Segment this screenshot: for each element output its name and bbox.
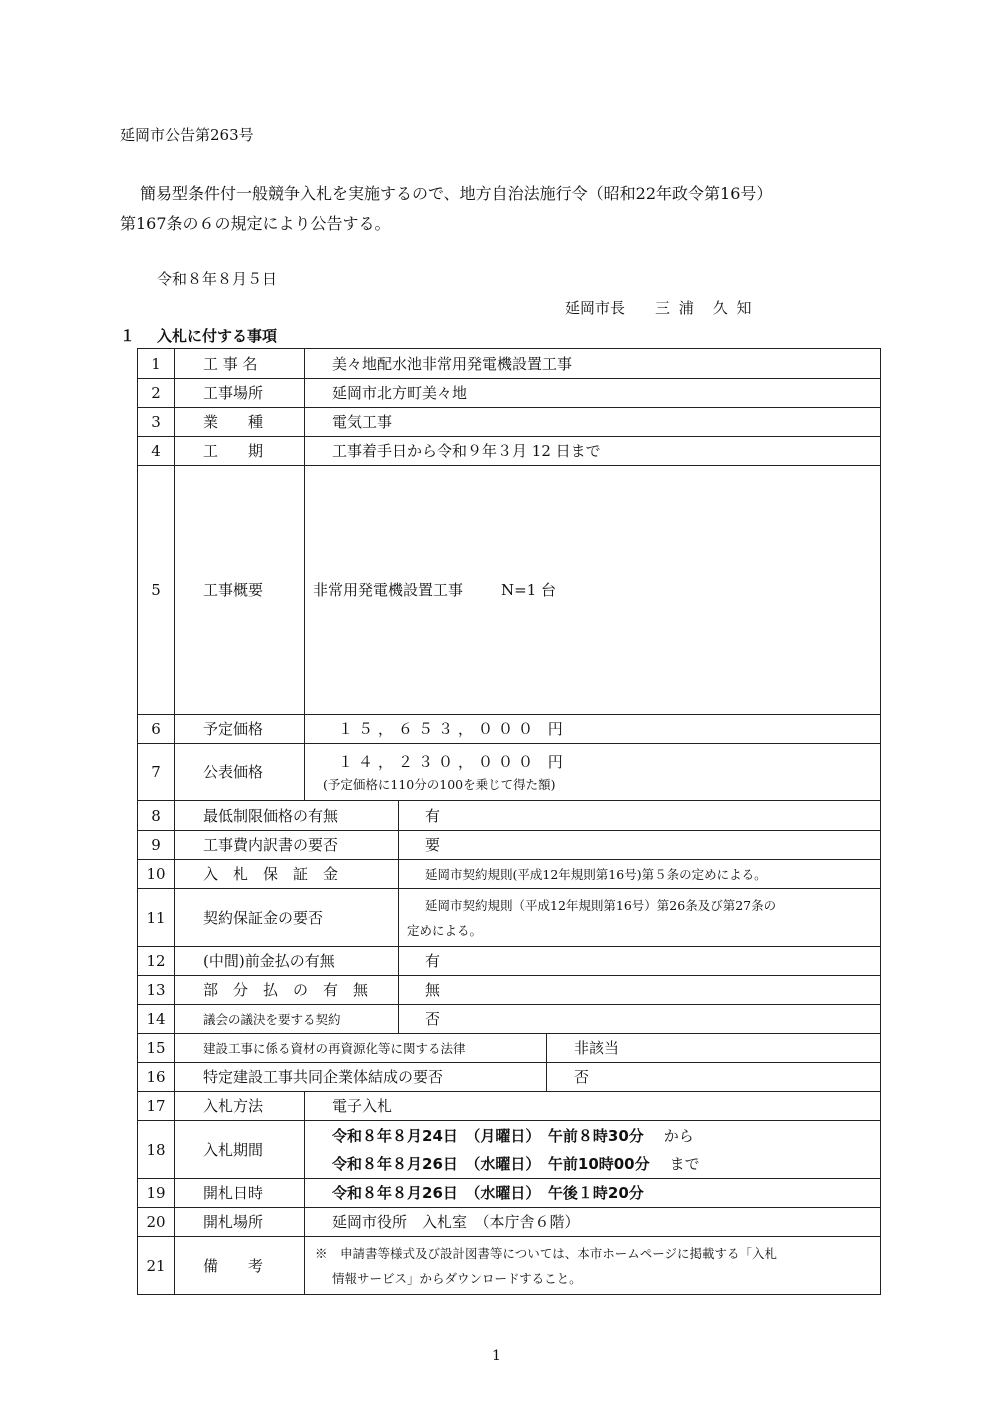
contract-deposit-line2: 定めによる。 bbox=[407, 922, 483, 938]
row-number: 5 bbox=[138, 466, 175, 715]
row-number: 15 bbox=[138, 1034, 175, 1063]
row-value: 電気工事 bbox=[305, 408, 881, 437]
row-number: 16 bbox=[138, 1063, 175, 1092]
row-label: 最低制限価格の有無 bbox=[175, 801, 399, 831]
mayor-title: 延岡市長 bbox=[565, 299, 626, 317]
row-value: 非該当 bbox=[547, 1034, 881, 1063]
published-price: １４，２３０，０００ 円 bbox=[338, 752, 568, 771]
mayor-name: 三 浦 久 知 bbox=[655, 299, 754, 317]
row-number: 21 bbox=[138, 1237, 175, 1295]
table-row bbox=[138, 1063, 881, 1092]
row-value: 無 bbox=[399, 976, 881, 1005]
row-value: 要 bbox=[399, 831, 881, 860]
row-label: 公表価格 bbox=[175, 744, 305, 801]
table-row bbox=[138, 860, 881, 889]
row-value: 電子入札 bbox=[305, 1092, 881, 1121]
row-value bbox=[399, 889, 881, 947]
row-label: (中間)前金払の有無 bbox=[175, 947, 399, 976]
table-row bbox=[138, 1208, 881, 1237]
row-label: 開札日時 bbox=[175, 1179, 305, 1208]
table-row bbox=[138, 744, 881, 801]
section-heading bbox=[120, 325, 277, 346]
row-value: 否 bbox=[547, 1063, 881, 1092]
notice-date: 令和８年８月５日 bbox=[157, 270, 278, 288]
row-number: 19 bbox=[138, 1179, 175, 1208]
until-suffix: まで bbox=[669, 1154, 700, 1173]
row-label: 工 事 名 bbox=[175, 349, 305, 379]
row-value bbox=[305, 1121, 881, 1179]
row-label: 開札場所 bbox=[175, 1208, 305, 1237]
row-value: 延岡市役所 入札室 （本庁舎６階） bbox=[305, 1208, 881, 1237]
unit-count: N=1 台 bbox=[501, 581, 557, 599]
row-number: 2 bbox=[138, 379, 175, 408]
row-number: 1 bbox=[138, 349, 175, 379]
row-value: 工事着手日から令和９年３月 12 日まで bbox=[305, 437, 881, 466]
row-number: 17 bbox=[138, 1092, 175, 1121]
row-number: 8 bbox=[138, 801, 175, 831]
section-title: 入札に付する事項 bbox=[157, 327, 278, 345]
row-number: 9 bbox=[138, 831, 175, 860]
row-number: 10 bbox=[138, 860, 175, 889]
table-row bbox=[138, 801, 881, 831]
row-label: 予定価格 bbox=[175, 715, 305, 744]
row-label: 工事概要 bbox=[175, 466, 305, 715]
row-label: 入札期間 bbox=[175, 1121, 305, 1179]
table-row bbox=[138, 466, 881, 715]
row-label: 工事費内訳書の要否 bbox=[175, 831, 399, 860]
row-number: 13 bbox=[138, 976, 175, 1005]
contract-deposit-line1: 延岡市契約規則（平成12年規則第16号）第26条及び第27条の bbox=[425, 897, 777, 913]
row-number: 12 bbox=[138, 947, 175, 976]
table-row bbox=[138, 408, 881, 437]
table-row bbox=[138, 1179, 881, 1208]
table-row bbox=[138, 1005, 881, 1034]
mayor-signature bbox=[565, 297, 754, 318]
row-label: 特定建設工事共同企業体結成の要否 bbox=[175, 1063, 547, 1092]
price-note: (予定価格に110分の100を乗じて得た額) bbox=[323, 776, 556, 792]
row-number: 11 bbox=[138, 889, 175, 947]
table-row bbox=[138, 1092, 881, 1121]
row-value: 延岡市契約規則(平成12年規則第16号)第５条の定めによる。 bbox=[399, 860, 881, 889]
row-value bbox=[305, 744, 881, 801]
table-row bbox=[138, 889, 881, 947]
row-label: 工 期 bbox=[175, 437, 305, 466]
bid-end-datetime: 令和８年８月26日 （水曜日） 午前10時00分 bbox=[332, 1154, 650, 1173]
row-value: 令和８年８月26日 （水曜日） 午後１時20分 bbox=[305, 1179, 881, 1208]
table-row bbox=[138, 1121, 881, 1179]
intro-paragraph-line2: 第167条の６の規定により公告する。 bbox=[120, 214, 391, 233]
row-number: 20 bbox=[138, 1208, 175, 1237]
row-value: 否 bbox=[399, 1005, 881, 1034]
row-label: 部 分 払 の 有 無 bbox=[175, 976, 399, 1005]
table-row bbox=[138, 976, 881, 1005]
planned-price: １５，６５３，０００ 円 bbox=[305, 715, 881, 744]
page-number: 1 bbox=[492, 1348, 501, 1364]
row-label: 入 札 保 証 金 bbox=[175, 860, 399, 889]
row-value: 有 bbox=[399, 947, 881, 976]
table-row bbox=[138, 349, 881, 379]
row-value: 延岡市北方町美々地 bbox=[305, 379, 881, 408]
row-value bbox=[305, 1237, 881, 1295]
bid-period-end bbox=[332, 1150, 880, 1178]
row-number: 18 bbox=[138, 1121, 175, 1179]
row-label: 議会の議決を要する契約 bbox=[175, 1005, 399, 1034]
row-value: 美々地配水池非常用発電機設置工事 bbox=[305, 349, 881, 379]
from-suffix: から bbox=[663, 1126, 694, 1145]
bid-items-table bbox=[137, 348, 881, 1295]
intro-paragraph-line1: 簡易型条件付一般競争入札を実施するので、地方自治法施行令（昭和22年政令第16号） bbox=[140, 184, 773, 203]
table-row bbox=[138, 1237, 881, 1295]
bid-period-start bbox=[332, 1122, 880, 1150]
row-label: 備 考 bbox=[175, 1237, 305, 1295]
row-label: 工事場所 bbox=[175, 379, 305, 408]
remarks-line2: 情報サービス」からダウンロードすること。 bbox=[332, 1270, 582, 1286]
row-value: 有 bbox=[399, 801, 881, 831]
row-value bbox=[305, 466, 881, 715]
table-row bbox=[138, 437, 881, 466]
table-row bbox=[138, 831, 881, 860]
row-label: 建設工事に係る資材の再資源化等に関する法律 bbox=[175, 1034, 547, 1063]
section-number: １ bbox=[120, 327, 136, 345]
row-label: 契約保証金の要否 bbox=[175, 889, 399, 947]
row-number: 3 bbox=[138, 408, 175, 437]
row-label: 入札方法 bbox=[175, 1092, 305, 1121]
notice-number: 延岡市公告第263号 bbox=[120, 126, 254, 144]
row-number: 7 bbox=[138, 744, 175, 801]
table-row bbox=[138, 1034, 881, 1063]
row-number: 4 bbox=[138, 437, 175, 466]
table-row bbox=[138, 947, 881, 976]
work-summary: 非常用発電機設置工事 bbox=[313, 581, 464, 599]
row-label: 業 種 bbox=[175, 408, 305, 437]
remarks-line1: ※ 申請書等様式及び設計図書等については、本市ホームページに掲載する「入札 bbox=[315, 1245, 778, 1261]
table-row bbox=[138, 715, 881, 744]
row-number: 14 bbox=[138, 1005, 175, 1034]
row-number: 6 bbox=[138, 715, 175, 744]
bid-start-datetime: 令和８年８月24日 （月曜日） 午前８時30分 bbox=[332, 1126, 644, 1145]
table-row bbox=[138, 379, 881, 408]
